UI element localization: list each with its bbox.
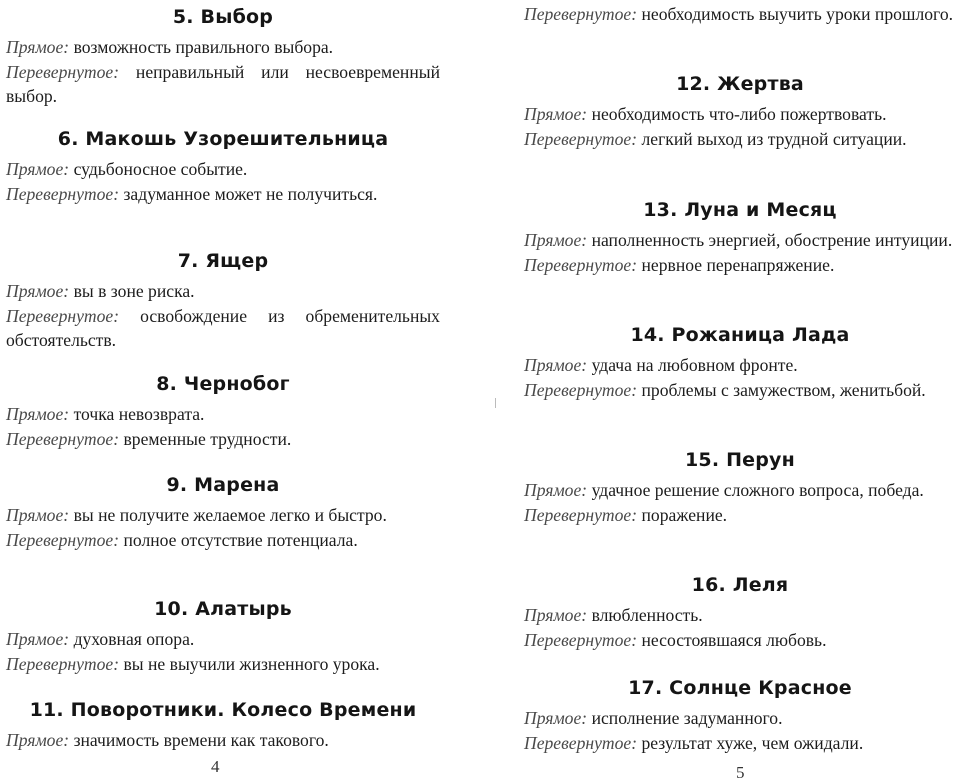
card-title: 6. Макошь Узорешительница: [57, 128, 389, 150]
upright-text: судьбоносное событие.: [73, 159, 248, 179]
card-16-lelya: [524, 572, 956, 652]
upright-label: Прямое:: [6, 404, 70, 424]
card-title: 14. Рожаница Лада: [630, 324, 850, 346]
reversed-text: неправильный или несвоевременный выбор.: [6, 61, 440, 106]
reversed-text: необходимость выучить уроки прошлого.: [641, 4, 954, 24]
card-15-perun: [524, 447, 956, 527]
page-number-right: 5: [736, 763, 745, 782]
card-title: 16. Леля: [691, 574, 789, 596]
reversed-text: нервное перенапряжение.: [641, 254, 835, 275]
card-11-povorotniki: [6, 697, 440, 753]
page-number-left: 4: [211, 757, 220, 776]
upright-text: значимость времени как такового.: [73, 730, 329, 750]
reversed-meaning: [6, 427, 440, 452]
reversed-label: Перевернутое:: [6, 529, 120, 550]
reversed-meaning: [6, 182, 440, 207]
upright-meaning: [6, 279, 440, 304]
upright-text: духовная опора.: [73, 629, 195, 649]
upright-label: Прямое:: [524, 480, 588, 500]
reversed-label: Перевернутое:: [6, 305, 120, 326]
upright-label: Прямое:: [6, 159, 70, 179]
reversed-text: результат хуже, чем ожидали.: [641, 732, 864, 753]
upright-text: вы в зоне риска.: [73, 281, 195, 301]
gutter-mark: [495, 398, 496, 408]
card-title: 17. Солнце Красное: [628, 677, 852, 699]
card-title: 11. Поворотники. Колесо Времени: [29, 699, 417, 721]
reversed-text: временные трудности.: [123, 428, 292, 449]
reversed-meaning: [6, 60, 440, 109]
card-8-chernobog: [6, 371, 440, 451]
reversed-text: поражение.: [641, 504, 728, 525]
reversed-meaning: [524, 253, 956, 278]
upright-text: необходимость что-либо пожертвовать.: [591, 104, 887, 124]
reversed-label: Перевернутое:: [524, 254, 638, 275]
card-13-luna-i-mesyats: [524, 197, 956, 277]
upright-meaning: [6, 503, 440, 528]
upright-meaning: [524, 706, 956, 731]
reversed-label: Перевернутое:: [6, 653, 120, 674]
continued-reversed-meaning: [524, 2, 956, 27]
reversed-meaning: [524, 127, 956, 152]
card-title: 5. Выбор: [172, 6, 274, 28]
card-title: 15. Перун: [685, 449, 795, 471]
upright-text: удачное решение сложного вопроса, победа.: [591, 480, 924, 500]
reversed-meaning: [6, 304, 440, 353]
card-title: 10. Алатырь: [154, 598, 292, 620]
reversed-meaning: [524, 378, 956, 403]
upright-label: Прямое:: [6, 37, 70, 57]
upright-label: Прямое:: [6, 730, 70, 750]
reversed-text: вы не выучили жизненного урока.: [123, 653, 380, 674]
reversed-text: несостоявшаяся любовь.: [641, 629, 827, 650]
card-7-yashcher: [6, 248, 440, 353]
upright-label: Прямое:: [6, 281, 70, 301]
upright-meaning: [524, 102, 956, 127]
card-10-alatyr: [6, 596, 440, 676]
card-title: 13. Луна и Месяц: [643, 199, 837, 221]
reversed-label: Перевернутое:: [524, 504, 638, 525]
card-17-solntse-krasnoe: [524, 675, 956, 755]
upright-label: Прямое:: [6, 629, 70, 649]
upright-label: Прямое:: [524, 104, 588, 124]
upright-meaning: [6, 157, 440, 182]
reversed-meaning: [524, 731, 956, 756]
reversed-text: задуманное может не получиться.: [123, 183, 378, 204]
upright-meaning: [6, 35, 440, 60]
upright-meaning: [6, 627, 440, 652]
reversed-text: проблемы с замужеством, женитьбой.: [641, 379, 926, 400]
upright-text: удача на любовном фронте.: [591, 355, 798, 375]
upright-text: вы не получите желаемое легко и быстро.: [73, 505, 387, 525]
reversed-text: легкий выход из трудной ситуации.: [641, 128, 907, 149]
upright-label: Прямое:: [524, 708, 588, 728]
upright-text: влюбленность.: [591, 605, 703, 625]
upright-meaning: [524, 478, 956, 503]
reversed-meaning: [6, 652, 440, 677]
reversed-label: Перевернутое:: [524, 379, 638, 400]
card-title: 7. Ящер: [177, 250, 269, 272]
reversed-label: Перевернутое:: [524, 4, 638, 24]
upright-meaning: [6, 402, 440, 427]
card-5-vybor: [6, 4, 440, 109]
upright-label: Прямое:: [524, 230, 588, 250]
upright-text: возможность правильного выбора.: [73, 37, 334, 57]
card-9-marena: [6, 472, 440, 552]
reversed-label: Перевернутое:: [524, 629, 638, 650]
card-12-zhertva: [524, 71, 956, 151]
card-title: 8. Чернобог: [156, 373, 290, 395]
reversed-text: освобождение из обременительных обстоятельств.: [6, 305, 440, 350]
card-title: 12. Жертва: [676, 73, 804, 95]
upright-meaning: [6, 728, 440, 753]
card-6-makosh: [6, 126, 440, 206]
upright-text: наполненность энергией, обострение интуиции.: [591, 230, 953, 250]
reversed-label: Перевернутое:: [6, 183, 120, 204]
upright-label: Прямое:: [524, 355, 588, 375]
reversed-label: Перевернутое:: [524, 732, 638, 753]
upright-text: точка невозврата.: [73, 404, 205, 424]
upright-label: Прямое:: [6, 505, 70, 525]
card-14-rozhanitsa-lada: [524, 322, 956, 402]
upright-meaning: [524, 228, 956, 253]
upright-text: исполнение задуманного.: [591, 708, 783, 728]
reversed-text: полное отсутствие потенциала.: [123, 529, 358, 550]
reversed-label: Перевернутое:: [6, 428, 120, 449]
upright-meaning: [524, 353, 956, 378]
card-title: 9. Марена: [166, 474, 280, 496]
reversed-meaning: [524, 503, 956, 528]
upright-label: Прямое:: [524, 605, 588, 625]
reversed-meaning: [524, 628, 956, 653]
reversed-label: Перевернутое:: [524, 128, 638, 149]
upright-meaning: [524, 603, 956, 628]
reversed-meaning: [6, 528, 440, 553]
reversed-label: Перевернутое:: [6, 61, 120, 82]
